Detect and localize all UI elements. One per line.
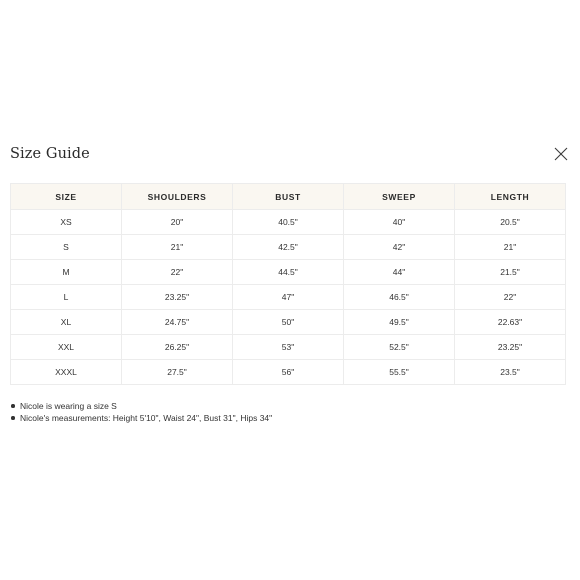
table-row [11,335,566,360]
cell-sweep: 42" [344,235,455,260]
cell-size: L [11,285,122,310]
notes-list [10,400,272,424]
cell-sweep: 44" [344,260,455,285]
cell-shoulders: 24.75" [122,310,233,335]
cell-size: XS [11,210,122,235]
cell-shoulders: 26.25" [122,335,233,360]
cell-sweep: 40" [344,210,455,235]
bullet-icon [11,416,15,420]
note-text: Nicole is wearing a size S [20,401,117,411]
close-button[interactable] [553,146,569,162]
table-row [11,360,566,385]
cell-bust: 40.5" [233,210,344,235]
cell-bust: 42.5" [233,235,344,260]
table-row [11,210,566,235]
table-header-row [11,184,566,210]
note-text: Nicole's measurements: Height 5'10", Waist 24", Bust 31", Hips 34" [20,413,273,423]
cell-sweep: 55.5" [344,360,455,385]
cell-size: XXL [11,335,122,360]
cell-bust: 53" [233,335,344,360]
cell-bust: 50" [233,310,344,335]
cell-bust: 47" [233,285,344,310]
cell-sweep: 52.5" [344,335,455,360]
cell-size: XXXL [11,360,122,385]
note-item [10,412,272,424]
cell-length: 21" [455,235,566,260]
note-item [10,400,272,412]
cell-length: 22.63" [455,310,566,335]
cell-sweep: 46.5" [344,285,455,310]
column-header-sweep: SWEEP [344,184,455,210]
cell-bust: 44.5" [233,260,344,285]
cell-length: 21.5" [455,260,566,285]
modal-title: Size Guide [10,146,90,162]
cell-length: 23.5" [455,360,566,385]
cell-shoulders: 23.25" [122,285,233,310]
cell-shoulders: 20" [122,210,233,235]
cell-size: S [11,235,122,260]
column-header-shoulders: SHOULDERS [122,184,233,210]
cell-sweep: 49.5" [344,310,455,335]
column-header-length: LENGTH [455,184,566,210]
cell-length: 23.25" [455,335,566,360]
cell-shoulders: 21" [122,235,233,260]
bullet-icon [11,404,15,408]
cell-shoulders: 27.5" [122,360,233,385]
close-icon [553,146,569,162]
table-row [11,310,566,335]
column-header-size: SIZE [11,184,122,210]
column-header-bust: BUST [233,184,344,210]
cell-bust: 56" [233,360,344,385]
cell-length: 20.5" [455,210,566,235]
cell-size: M [11,260,122,285]
table-row [11,235,566,260]
cell-length: 22" [455,285,566,310]
size-table [10,183,566,385]
table-row [11,260,566,285]
cell-shoulders: 22" [122,260,233,285]
cell-size: XL [11,310,122,335]
table-row [11,285,566,310]
